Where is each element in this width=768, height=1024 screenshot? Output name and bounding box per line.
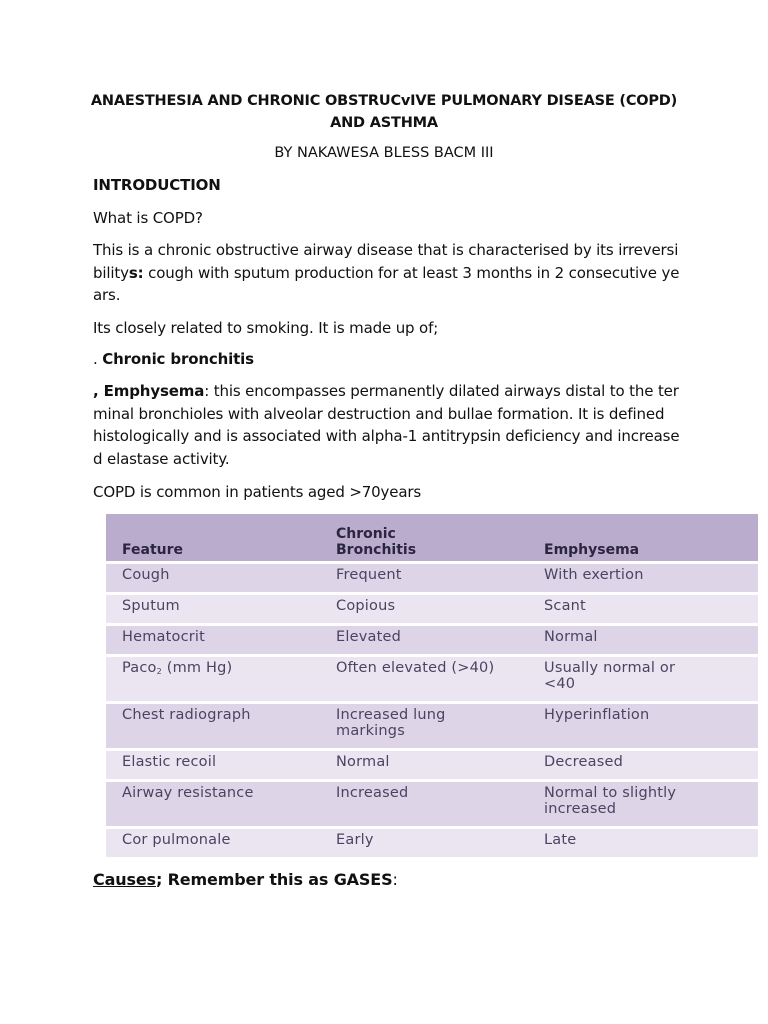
- causes-colon: :: [392, 870, 398, 889]
- table-row: [106, 594, 758, 625]
- table-cell-text: Increased lung markings: [336, 707, 446, 739]
- table-cell: [528, 781, 758, 828]
- table-cell: Hyperinflation: [528, 703, 758, 750]
- comparison-table: [106, 514, 758, 860]
- bronchitis-prefix: .: [93, 350, 103, 368]
- table-cell: Frequent: [320, 563, 528, 594]
- table-row: [106, 563, 758, 594]
- emphysema-label: , Emphysema: [93, 382, 205, 400]
- paco-subscript: 2: [156, 667, 162, 676]
- title-line-2: AND ASTHMA: [330, 115, 438, 131]
- table-cell-text: Often elevated (>40): [336, 660, 495, 676]
- comparison-table-image: [106, 514, 710, 858]
- table-cell-text: Usually normal or <40: [544, 660, 676, 692]
- bronchitis-label: Chronic bronchitis: [102, 350, 254, 368]
- header-chronic-bronchitis: [320, 514, 528, 563]
- table-cell: With exertion: [528, 563, 758, 594]
- table-row: [106, 703, 758, 750]
- table-cell: Normal: [320, 750, 528, 781]
- table-cell: Late: [528, 828, 758, 859]
- smoking-line: Its closely related to smoking. It is made up of;: [93, 319, 439, 337]
- table-cell: Hematocrit: [106, 625, 320, 656]
- table-cell: Scant: [528, 594, 758, 625]
- causes-heading: [93, 869, 683, 892]
- definition-text-1: This is a chronic obstructive airway disease that is characterised by its irreversi bility: [93, 241, 679, 282]
- title-line-1: ANAESTHESIA AND CHRONIC OBSTRUCvIVE PULMONARY DISEASE (COPD): [90, 93, 678, 109]
- table-cell-text: Normal to slightly increased: [544, 785, 677, 817]
- header-feature: Feature: [106, 514, 320, 563]
- definition-text-2: cough with sputum production for at least 3 months in 2 consecutive ye ars.: [93, 263, 680, 304]
- table-cell: Chest radiograph: [106, 703, 320, 750]
- table-cell-paco: [106, 656, 320, 703]
- table-row: [106, 625, 758, 656]
- table-cell: [320, 656, 528, 703]
- table-cell: Sputum: [106, 594, 320, 625]
- table-cell: Cough: [106, 563, 320, 594]
- table-cell: Normal: [528, 625, 758, 656]
- emphysema-text: : this encompasses permanently dilated airways distal to the ter minal bronchioles with alveolar destruction and bullae formation. It is defined histologically and is associated with alpha-1 antitrypsin deficiency and increase d elastase activity.: [93, 382, 680, 468]
- emphysema-paragraph: [93, 380, 683, 470]
- table-row: [106, 781, 758, 828]
- table-row: [106, 750, 758, 781]
- causes-rest: ; Remember this as GASES: [155, 870, 393, 889]
- header-chronic-bronchitis-text: Chronic Bronchitis: [336, 526, 417, 558]
- document-title: [60, 90, 708, 134]
- definition-paragraph: [93, 239, 683, 307]
- table-cell: [320, 703, 528, 750]
- table-cell: Copious: [320, 594, 528, 625]
- table-cell: Cor pulmonale: [106, 828, 320, 859]
- paco-label: Paco: [122, 660, 157, 676]
- age-line: COPD is common in patients aged >70years: [93, 483, 422, 501]
- table-cell: Elevated: [320, 625, 528, 656]
- definition-bold-s: s:: [128, 263, 144, 282]
- table-row: [106, 828, 758, 859]
- paco-unit: (mm Hg): [161, 660, 233, 676]
- causes-label: Causes: [93, 870, 156, 889]
- header-emphysema: Emphysema: [528, 514, 758, 563]
- author-line: BY NAKAWESA BLESS BACM III: [274, 145, 494, 161]
- question-line: What is COPD?: [93, 209, 203, 227]
- table-row: [106, 656, 758, 703]
- table-header-row: [106, 514, 758, 563]
- bronchitis-line: [93, 348, 683, 371]
- table-cell: [528, 656, 758, 703]
- table-cell: Early: [320, 828, 528, 859]
- table-cell: Airway resistance: [106, 781, 320, 828]
- intro-heading: INTRODUCTION: [93, 176, 221, 194]
- table-cell: Decreased: [528, 750, 758, 781]
- table-cell: Elastic recoil: [106, 750, 320, 781]
- table-cell: Increased: [320, 781, 528, 828]
